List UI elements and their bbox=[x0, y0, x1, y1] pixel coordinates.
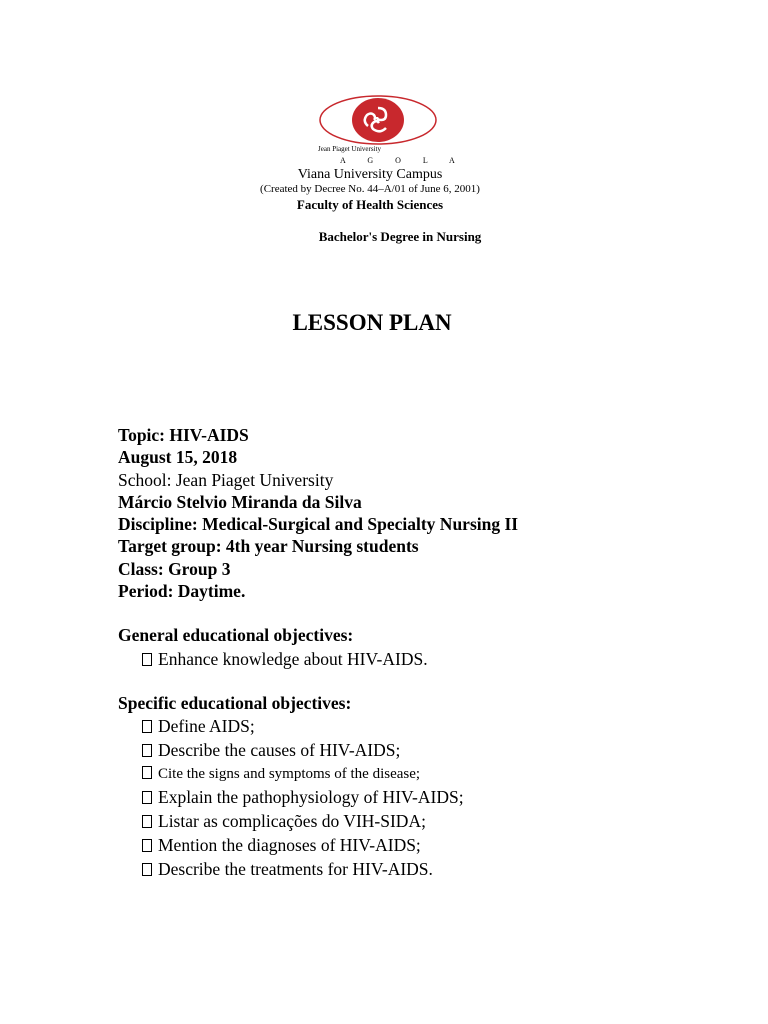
general-objectives-heading: General educational objectives: bbox=[118, 625, 354, 645]
bullet-box-icon bbox=[142, 720, 152, 733]
specific-objectives-heading: Specific educational objectives: bbox=[118, 693, 352, 713]
faculty-name: Faculty of Health Sciences bbox=[296, 197, 444, 212]
class: Class: Group 3 bbox=[118, 558, 231, 579]
bullet-box-icon bbox=[142, 815, 152, 828]
list-item: Listar as complicações do VIH-SIDA; bbox=[142, 810, 464, 834]
date: August 15, 2018 bbox=[118, 447, 238, 468]
list-item: Describe the causes of HIV-AIDS; bbox=[142, 739, 464, 763]
bullet-box-icon bbox=[142, 653, 152, 666]
list-item: Explain the pathophysiology of HIV-AIDS; bbox=[142, 786, 464, 810]
bullet-box-icon bbox=[142, 839, 152, 852]
author: Márcio Stelvio Miranda da Silva bbox=[118, 491, 362, 512]
campus-name: Viana University Campus bbox=[297, 167, 443, 182]
bullet-box-icon bbox=[142, 766, 152, 779]
logo-university-name: Jean Piaget University bbox=[318, 145, 381, 153]
school: School: Jean Piaget University bbox=[118, 469, 334, 490]
triskelion-logo-icon bbox=[318, 94, 438, 146]
bullet-box-icon bbox=[142, 744, 152, 757]
logo-letters: A G O L A bbox=[340, 156, 465, 165]
bullet-box-icon bbox=[142, 791, 152, 804]
list-item: Mention the diagnoses of HIV-AIDS; bbox=[142, 834, 464, 858]
degree-name: Bachelor's Degree in Nursing bbox=[318, 229, 482, 244]
university-logo bbox=[318, 94, 462, 164]
discipline: Discipline: Medical-Surgical and Specialty Nursing II bbox=[118, 514, 519, 535]
list-item: Define AIDS; bbox=[142, 715, 464, 739]
period: Period: Daytime. bbox=[118, 581, 246, 602]
bullet-box-icon bbox=[142, 863, 152, 876]
decree-note: (Created by Decree No. 44–A/01 of June 6, 2001) bbox=[260, 183, 480, 195]
list-item: Cite the signs and symptoms of the disease; bbox=[142, 763, 464, 787]
topic: Topic: HIV-AIDS bbox=[118, 425, 249, 445]
page-title: LESSON PLAN bbox=[292, 310, 452, 335]
target-group: Target group: 4th year Nursing students bbox=[118, 536, 419, 557]
list-item: Enhance knowledge about HIV-AIDS. bbox=[142, 648, 428, 672]
list-item: Describe the treatments for HIV-AIDS. bbox=[142, 858, 464, 882]
specific-objectives-list bbox=[142, 715, 464, 882]
lesson-info bbox=[118, 424, 518, 602]
general-objectives-list bbox=[142, 648, 428, 672]
